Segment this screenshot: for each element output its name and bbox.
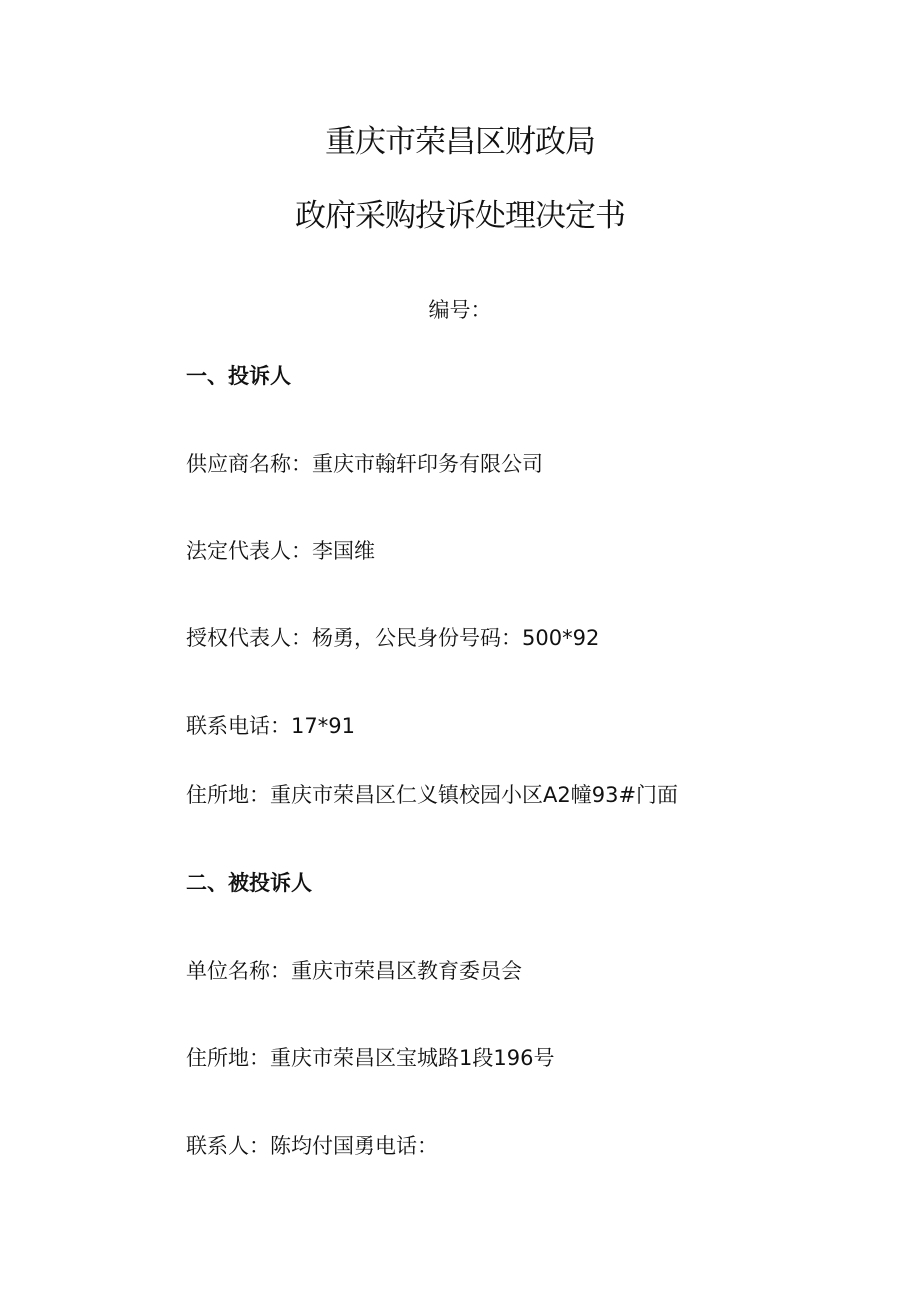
document-title-line1: 重庆市荣昌区财政局 [325,124,595,160]
document-number: 编号： [428,298,492,322]
respondent-contact: 联系人：陈均付国勇电话： [186,1134,438,1158]
document-title-line2: 政府采购投诉处理决定书 [295,198,625,234]
complainant-phone: 联系电话：17*91 [186,714,355,738]
legal-representative: 法定代表人：李国维 [186,539,375,563]
respondent-unit-name: 单位名称：重庆市荣昌区教育委员会 [186,959,522,983]
complainant-address: 住所地：重庆市荣昌区仁义镇校园小区A2幢93#门面 [186,783,679,807]
authorized-representative: 授权代表人：杨勇，公民身份号码：500*92 [186,626,600,650]
supplier-name: 供应商名称：重庆市翰轩印务有限公司 [186,452,543,476]
section-heading-complainant: 一、投诉人 [186,364,291,388]
respondent-address: 住所地：重庆市荣昌区宝城路1段196号 [186,1046,555,1070]
section-heading-respondent: 二、被投诉人 [186,871,312,895]
